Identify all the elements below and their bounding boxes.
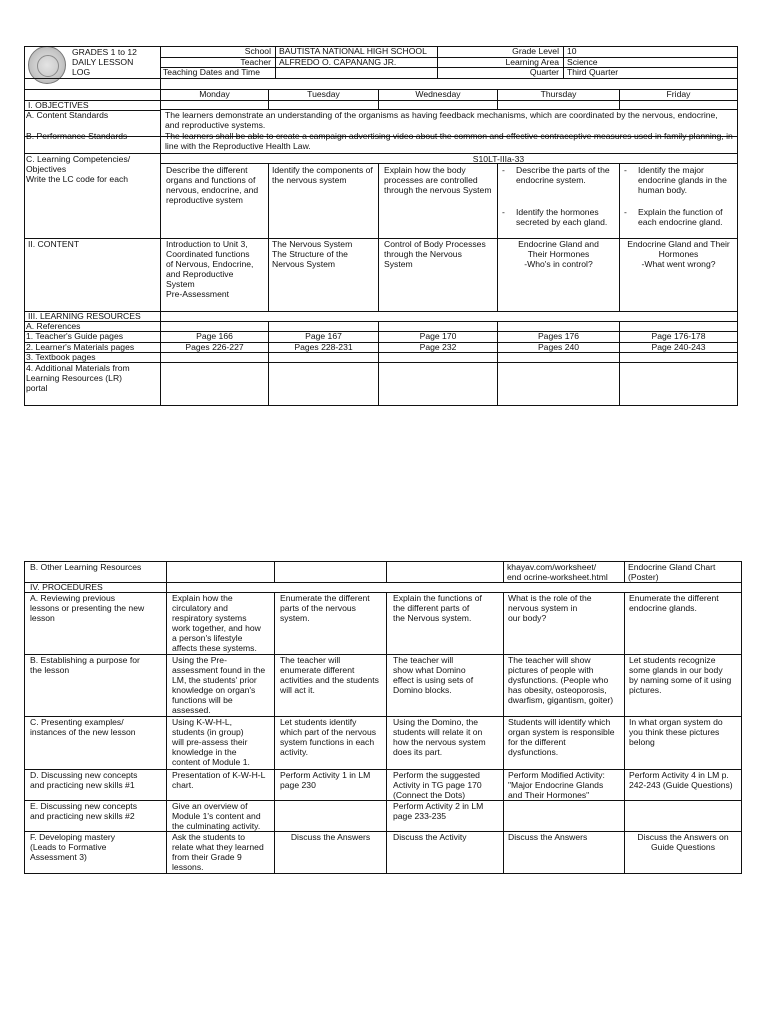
procedure-cell-tuesday: Let students identify which part of the nervous system functions in each activity.	[280, 717, 377, 757]
procedure-cell-thursday: What is the role of the nervous system in our body?	[508, 593, 592, 623]
quarter-value: Third Quarter	[567, 67, 619, 77]
procedure-cell-thursday: Perform Modified Activity: "Major Endocrine Glands and Their Hormones"	[508, 770, 605, 799]
day-monday: Monday	[199, 89, 230, 99]
area-value: Science	[567, 57, 598, 67]
lc-code: S10LT-IIIa-33	[472, 154, 525, 164]
procedure-cell-monday: Explain how the circulatory and respiratory systems work together, and how a person's lifestyle affects these systems.	[172, 593, 261, 653]
procedure-cell-friday	[627, 801, 741, 830]
tg-friday: Page 176-178	[651, 331, 706, 341]
content-heading: II. CONTENT	[28, 239, 80, 249]
procedure-label: B. Establishing a purpose for the lesson	[30, 655, 140, 675]
procedure-cell-tuesday	[278, 801, 385, 830]
procedure-cell-friday: Enumerate the different endocrine glands.	[629, 593, 719, 613]
procedure-cell-tuesday: The teacher will enumerate different activities and the students will act it.	[280, 655, 379, 695]
lc-thursday-item-1: Describe the parts of the endocrine system.	[516, 165, 610, 185]
lc-wednesday: Explain how the body processes are controlled through the nervous System	[384, 165, 492, 195]
procedure-cell-wednesday: Perform the suggested Activity in TG page 170 (Connect the Dots)	[393, 770, 482, 800]
procedure-cell-wednesday: The teacher will show what Domino effect is using sets of Domino blocks.	[393, 655, 474, 695]
procedure-cell-tuesday: Enumerate the different parts of the nervous system.	[280, 593, 370, 623]
procedure-cell-friday: In what organ system do you think these pictures belong	[629, 717, 723, 747]
tg-pages-label: 1. Teacher's Guide pages	[26, 331, 124, 341]
procedure-label: A. Reviewing previous lessons or presenting the new lesson	[30, 593, 145, 623]
procedure-cell-thursday: Discuss the Answers	[508, 832, 588, 842]
procedure-cell-thursday: The teacher will show pictures of people with dysfunctions. (People who has obesity, osteoporosis, dwarfism, gigantism, goiter)	[508, 655, 614, 705]
other-resources-label: B. Other Learning Resources	[30, 562, 142, 572]
grade-value: 10	[567, 46, 577, 56]
procedure-cell-wednesday: Discuss the Activity	[393, 832, 467, 842]
additional-materials-label: 4. Additional Materials from Learning Resources (LR) portal	[26, 363, 130, 393]
procedure-cell-tuesday: Perform Activity 1 in LM page 230	[280, 770, 371, 790]
tg-thursday: Pages 176	[537, 331, 580, 341]
content-monday: Introduction to Unit 3, Coordinated functions of Nervous, Endocrine, and Reproductive System Pre-Assessment	[166, 239, 254, 299]
lm-wednesday: Page 232	[419, 342, 457, 352]
olr-friday: Endocrine Gland Chart (Poster)	[628, 562, 716, 582]
tg-wednesday: Page 170	[419, 331, 457, 341]
procedure-cell-friday: Perform Activity 4 in LM p. 242-243 (Guide Questions)	[629, 770, 733, 790]
tg-tuesday: Page 167	[305, 331, 342, 341]
dates-value	[277, 67, 437, 78]
lm-monday: Pages 226-227	[185, 342, 244, 352]
procedure-cell-thursday: Students will identify which organ system is responsible for the different dysfunctions.	[508, 717, 615, 757]
lc-monday: Describe the different organs and functions of nervous, endocrine, and reproductive system	[166, 165, 259, 205]
content-standards-label: A. Content Standards	[26, 110, 109, 120]
performance-standards-text: The learners shall be able to create a campaign advertising video about the common and effective contraceptive measures used in family planning, in line with the Reproductive Health Law.	[165, 131, 733, 151]
procedure-cell-monday: Ask the students to relate what they learned from their Grade 9 lessons.	[172, 832, 264, 872]
olr-monday	[168, 562, 273, 582]
school-label: School	[244, 46, 271, 56]
lc-tuesday: Identify the components of the nervous system	[272, 165, 373, 185]
log-title: GRADES 1 to 12 DAILY LESSON LOG	[72, 47, 137, 77]
content-standards-text: The learners demonstrate an understanding of the organisms as having feedback mechanisms, which are coordinated by the nervous, endocrine, and reproductive systems.	[165, 110, 718, 130]
procedure-cell-monday: Presentation of K-W-H-L chart.	[172, 770, 266, 790]
olr-thursday-link[interactable]: khayav.com/worksheet/ end ocrine-worksheet.html	[507, 562, 608, 582]
olr-tuesday	[276, 562, 385, 582]
learning-competencies-label: C. Learning Competencies/ Objectives Write the LC code for each	[26, 154, 131, 184]
procedure-label: F. Developing mastery (Leads to Formative Assessment 3)	[30, 832, 116, 862]
content-thursday: Endocrine Gland and Their Hormones -Who's in control?	[518, 239, 599, 269]
learning-resources-heading: III. LEARNING RESOURCES	[28, 311, 141, 321]
lc-thursday-bullet-2: -	[502, 207, 505, 217]
content-wednesday: Control of Body Processes through the Nervous System	[384, 239, 486, 269]
dates-label: Teaching Dates and Time	[163, 67, 260, 77]
textbook-pages-label: 3. Textbook pages	[26, 352, 96, 362]
procedure-cell-wednesday: Using the Domino, the students will relate it on how the nervous system does its part.	[393, 717, 486, 757]
procedure-cell-wednesday: Explain the functions of the different parts of the Nervous system.	[393, 593, 482, 623]
olr-wednesday	[388, 562, 502, 582]
teacher-label: Teacher	[240, 57, 271, 67]
procedure-label: C. Presenting examples/ instances of the new lesson	[30, 717, 136, 737]
procedures-heading: IV. PROCEDURES	[30, 582, 103, 592]
performance-standards-label: B. Performance Standards	[26, 131, 128, 141]
procedure-label: E. Discussing new concepts and practicing new skills #2	[30, 801, 137, 821]
procedure-label: D. Discussing new concepts and practicing new skills #1	[30, 770, 138, 790]
procedure-cell-friday: Let students recognize some glands in our body by naming some of it using pictures.	[629, 655, 732, 695]
lc-friday-bullet-2: -	[624, 207, 627, 217]
lc-friday-item-1: Identify the major endocrine glands in the human body.	[638, 165, 727, 195]
procedure-cell-wednesday: Perform Activity 2 in LM page 233-235	[393, 801, 484, 821]
procedure-cell-tuesday: Discuss the Answers	[290, 832, 371, 842]
procedure-cell-monday: Using K-W-H-L, students (in group) will pre-assess their knowledge in the content of Module 1.	[172, 717, 250, 767]
objectives-heading: I. OBJECTIVES	[28, 100, 89, 110]
day-tuesday: Tuesday	[307, 89, 340, 99]
content-friday: Endocrine Gland and Their Hormones -What went wrong?	[627, 239, 730, 269]
procedure-cell-monday: Give an overview of Module 1's content and the culminating activity.	[172, 801, 261, 831]
lm-tuesday: Pages 228-231	[294, 342, 353, 352]
day-wednesday: Wednesday	[415, 89, 461, 99]
lc-thursday-bullet-1: -	[502, 165, 505, 175]
lc-friday-bullet-1: -	[624, 165, 627, 175]
day-friday: Friday	[666, 89, 691, 99]
lc-friday-item-2: Explain the function of each endocrine gland.	[638, 207, 723, 227]
content-tuesday: The Nervous System The Structure of the Nervous System	[272, 239, 353, 269]
lm-pages-label: 2. Learner's Materials pages	[26, 342, 135, 352]
tg-monday: Page 166	[196, 331, 233, 341]
procedure-cell-monday: Using the Pre- assessment found in the LM, the students' prior knowledge on organ's functions will be assessed.	[172, 655, 266, 715]
lm-thursday: Pages 240	[537, 342, 580, 352]
procedure-cell-friday: Discuss the Answers on Guide Questions	[637, 832, 729, 852]
lc-thursday-item-2: Identify the hormones secreted by each gland.	[516, 207, 608, 227]
grade-label: Grade Level	[512, 46, 559, 56]
procedure-cell-thursday	[506, 801, 624, 830]
lm-friday: Page 240-243	[651, 342, 706, 352]
day-thursday: Thursday	[540, 89, 577, 99]
area-label: Learning Area	[505, 57, 559, 67]
teacher-value: ALFREDO O. CAPANANG JR.	[279, 57, 397, 67]
references-label: A. References	[26, 321, 81, 331]
school-value: BAUTISTA NATIONAL HIGH SCHOOL	[279, 46, 427, 56]
quarter-label: Quarter	[529, 67, 559, 77]
